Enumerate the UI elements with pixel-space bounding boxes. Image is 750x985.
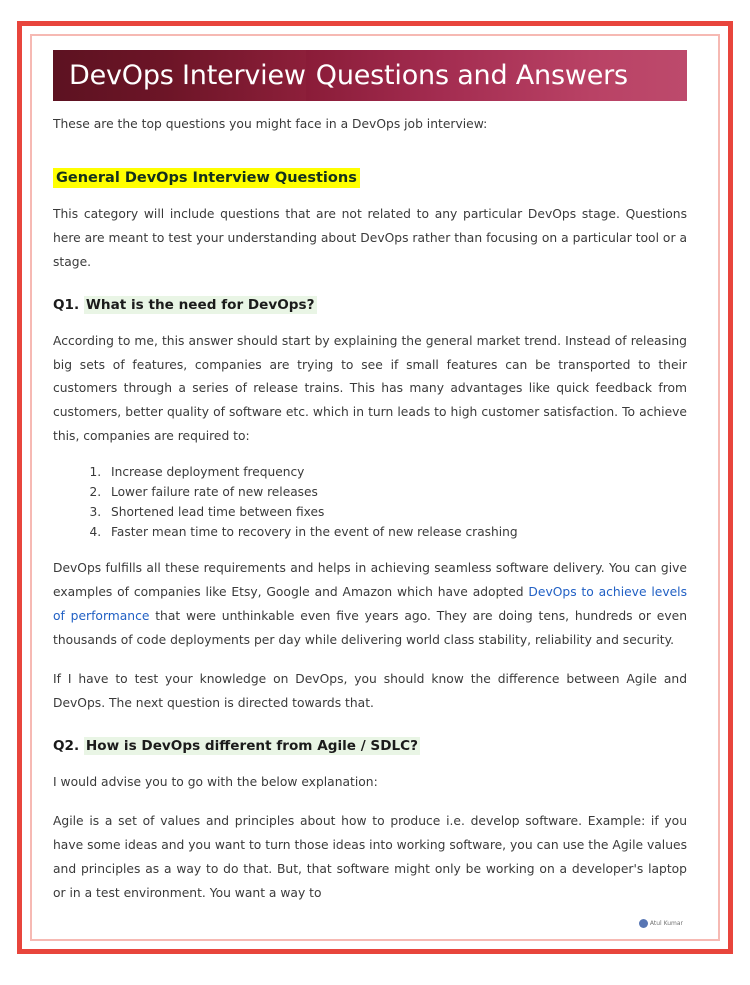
question-2-heading <box>53 738 687 756</box>
question-1-title: What is the need for DevOps? <box>85 296 315 313</box>
answer-text-after-link: that were unthinkable even five years ago. They are doing tens, hundreds or even thousands of code deployments per day while delivering world class stability, reliability and security. <box>53 609 687 648</box>
devops-performance-link[interactable]: DevOps to achieve levels of performance <box>53 585 687 624</box>
banner-title-secondary: Questions and Answers <box>315 60 628 91</box>
question-1-answer-paragraph-2 <box>53 557 687 653</box>
page-frame-inner <box>30 34 720 941</box>
title-banner-right <box>306 50 687 101</box>
question-2-number: Q2. <box>53 738 80 755</box>
section-heading: General DevOps Interview Questions <box>53 168 360 188</box>
question-1-answer-paragraph-1: According to me, this answer should start by explaining the general market trend. Instead of releasing big sets of features, companies are trying to see if small features can be transported to their customers through a series of release trains. This has many advantages like quick feedback from customers, better quality of software etc. which in turn leads to high customer satisfaction. To achieve this, companies are required to: <box>53 333 687 444</box>
title-banner-left <box>53 50 306 101</box>
question-1-number: Q1. <box>53 296 80 313</box>
watermark <box>639 919 683 928</box>
answer-text-before-link: DevOps fulfills all these requirements and helps in achieving seamless software delivery. You can give examples of companies like Etsy, Google and Amazon which have adopted <box>53 561 687 600</box>
document-content <box>53 50 687 930</box>
question-1-heading <box>53 297 687 315</box>
question-2-answer-paragraph-2: Agile is a set of values and principles about how to produce i.e. develop software. Example: if you have some ideas and you want to turn those ideas into working software, you can use the Agile values and principles as a way to do that. But, that software might only be working on a developer's laptop or in a test environment. You want a way to <box>53 813 687 900</box>
section-heading-row <box>53 151 687 188</box>
banner-title-primary: DevOps Interview <box>69 60 306 91</box>
question-2-answer-paragraph-1: I would advise you to go with the below explanation: <box>53 774 378 789</box>
question-1-answer-paragraph-3: If I have to test your knowledge on DevOps, you should know the difference between Agile and DevOps. The next question is directed towards that. <box>53 672 687 711</box>
page-frame-outer <box>17 21 733 954</box>
section-description: This category will include questions that are not related to any particular DevOps stage. Questions here are meant to test your understanding about DevOps rather than focusing on a particular tool or a stage. <box>53 206 687 269</box>
requirements-list <box>53 463 687 542</box>
avatar-circle-icon <box>639 919 648 928</box>
list-item: 4. Faster mean time to recovery in the event of new release crashing <box>105 523 687 543</box>
intro-text: These are the top questions you might face in a DevOps job interview: <box>53 117 488 131</box>
list-item: 1. Increase deployment frequency <box>105 463 687 483</box>
list-item: 2. Lower failure rate of new releases <box>105 483 687 503</box>
title-banner <box>53 50 687 101</box>
watermark-author-name: Atul Kumar <box>649 920 683 927</box>
question-2-title: How is DevOps different from Agile / SDLC? <box>85 738 419 755</box>
list-item: 3. Shortened lead time between fixes <box>105 503 687 523</box>
